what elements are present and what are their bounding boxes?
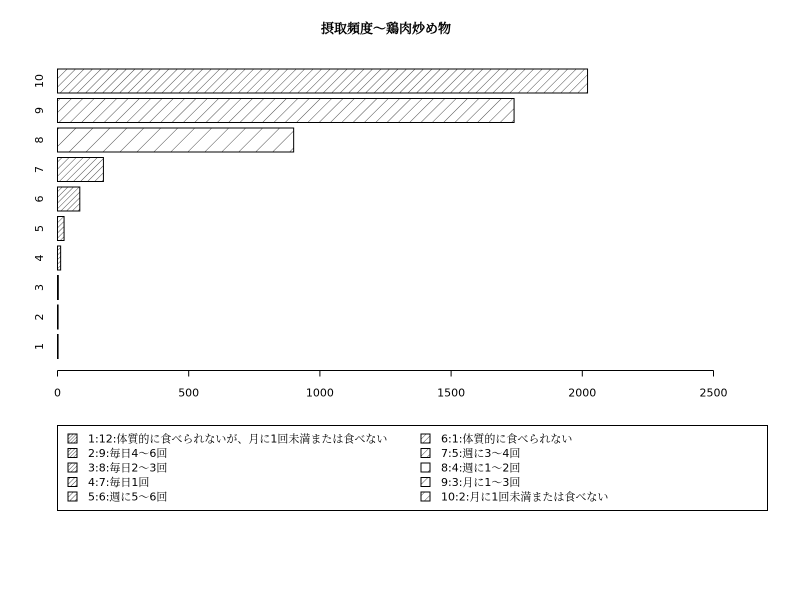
- y-tick-label: 5: [33, 225, 46, 232]
- legend-label: 7:5:週に3～4回: [441, 447, 521, 460]
- legend-label: 2:9:毎日4～6回: [88, 447, 168, 460]
- bar-2: [58, 305, 59, 329]
- x-tick-label: 1500: [437, 386, 466, 400]
- legend-label: 10:2:月に1回未満または食べない: [441, 490, 609, 504]
- x-tick-label: 1000: [305, 386, 334, 400]
- bar-4: [58, 246, 61, 270]
- legend-label: 6:1:体質的に食べられない: [441, 432, 573, 446]
- legend: [58, 426, 768, 511]
- y-tick-label: 10: [33, 74, 46, 88]
- legend-swatch: [421, 449, 430, 458]
- y-tick-label: 9: [33, 107, 46, 114]
- y-tick-label: 4: [33, 254, 46, 262]
- plot-area: [33, 69, 728, 400]
- legend-label: 3:8:毎日2～3回: [88, 461, 168, 475]
- legend-label: 1:12:体質的に食べられないが、月に1回未満または食べない: [88, 432, 388, 446]
- legend-swatch: [68, 478, 77, 487]
- x-tick-label: 2500: [699, 386, 728, 400]
- bar-6: [58, 187, 80, 211]
- y-tick-label: 7: [33, 166, 46, 173]
- bar-9: [58, 99, 515, 123]
- bar-7: [58, 158, 104, 182]
- legend-swatch: [421, 492, 430, 501]
- bar-1: [58, 335, 59, 359]
- legend-label: 5:6:週に5～6回: [88, 490, 168, 504]
- y-tick-label: 8: [33, 136, 46, 144]
- chart-title: 摂取頻度～鶏肉炒め物: [320, 22, 452, 37]
- bar-10: [58, 69, 588, 93]
- y-tick-label: 1: [33, 343, 46, 350]
- x-tick-label: 2000: [568, 386, 597, 400]
- y-tick-label: 6: [33, 195, 46, 203]
- x-tick-label: 0: [54, 386, 61, 400]
- legend-label: 9:3:月に1～3回: [441, 476, 521, 489]
- legend-swatch: [421, 478, 430, 487]
- bar-3: [58, 276, 59, 300]
- legend-swatch: [68, 463, 77, 472]
- legend-swatch: [68, 434, 77, 443]
- legend-label: 8:4:週に1～2回: [441, 461, 521, 475]
- legend-swatch: [68, 449, 77, 458]
- bar-5: [58, 217, 65, 241]
- legend-swatch: [421, 463, 430, 472]
- y-tick-label: 3: [33, 284, 46, 291]
- x-tick-label: 500: [178, 386, 200, 400]
- y-tick-label: 2: [33, 313, 46, 321]
- legend-swatch: [421, 434, 430, 443]
- bar-8: [58, 128, 294, 152]
- legend-swatch: [68, 492, 77, 501]
- legend-label: 4:7:毎日1回: [88, 476, 150, 489]
